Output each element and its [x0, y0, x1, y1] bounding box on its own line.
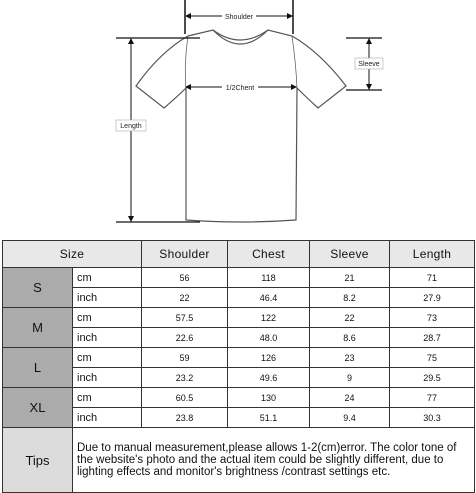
- value-cell: 8.2: [310, 288, 390, 308]
- size-label: L: [3, 348, 73, 388]
- tips-text: Due to manual measurement,please allows 1-2(cm)error. The color tone of the website's photo and the actual item could be slightly different, due to lighting effects and monitor's brightness /contrast settings etc.: [73, 428, 475, 493]
- value-cell: 29.5: [390, 368, 475, 388]
- table-row: [3, 348, 475, 368]
- value-cell: 49.6: [228, 368, 310, 388]
- value-cell: 122: [228, 308, 310, 328]
- value-cell: 48.0: [228, 328, 310, 348]
- size-chart-table: [2, 240, 475, 493]
- value-cell: 46.4: [228, 288, 310, 308]
- value-cell: 22.6: [142, 328, 228, 348]
- table-header-row: [3, 241, 475, 268]
- tshirt-measurement-diagram: [0, 0, 476, 232]
- unit-label: cm: [73, 388, 142, 408]
- value-cell: 23: [310, 348, 390, 368]
- value-cell: 22: [310, 308, 390, 328]
- table-row: [3, 288, 475, 308]
- header-length: Length: [390, 241, 475, 268]
- table-row: [3, 368, 475, 388]
- table-row: [3, 308, 475, 328]
- unit-label: cm: [73, 268, 142, 288]
- value-cell: 126: [228, 348, 310, 368]
- value-cell: 9: [310, 368, 390, 388]
- value-cell: 71: [390, 268, 475, 288]
- table-row: [3, 268, 475, 288]
- value-cell: 23.8: [142, 408, 228, 428]
- header-sleeve: Sleeve: [310, 241, 390, 268]
- tshirt-outline: [136, 30, 346, 222]
- value-cell: 28.7: [390, 328, 475, 348]
- value-cell: 21: [310, 268, 390, 288]
- shoulder-label: Shoulder: [224, 14, 254, 21]
- value-cell: 59: [142, 348, 228, 368]
- value-cell: 24: [310, 388, 390, 408]
- unit-label: inch: [73, 368, 142, 388]
- value-cell: 77: [390, 388, 475, 408]
- header-size: Size: [3, 241, 142, 268]
- sleeve-label: Sleeve: [358, 61, 380, 68]
- table-row: [3, 328, 475, 348]
- unit-label: cm: [73, 348, 142, 368]
- header-chest: Chest: [228, 241, 310, 268]
- half-chest-label: 1/2Chent: [225, 85, 255, 92]
- value-cell: 51.1: [228, 408, 310, 428]
- value-cell: 60.5: [142, 388, 228, 408]
- unit-label: inch: [73, 288, 142, 308]
- value-cell: 9.4: [310, 408, 390, 428]
- value-cell: 73: [390, 308, 475, 328]
- unit-label: inch: [73, 408, 142, 428]
- value-cell: 30.3: [390, 408, 475, 428]
- value-cell: 57.5: [142, 308, 228, 328]
- tips-row: [3, 428, 475, 493]
- value-cell: 27.9: [390, 288, 475, 308]
- size-label: S: [3, 268, 73, 308]
- table-row: [3, 408, 475, 428]
- header-shoulder: Shoulder: [142, 241, 228, 268]
- value-cell: 22: [142, 288, 228, 308]
- value-cell: 8.6: [310, 328, 390, 348]
- unit-label: cm: [73, 308, 142, 328]
- value-cell: 75: [390, 348, 475, 368]
- unit-label: inch: [73, 328, 142, 348]
- value-cell: 118: [228, 268, 310, 288]
- tips-label: Tips: [3, 428, 73, 493]
- table-row: [3, 388, 475, 408]
- value-cell: 23.2: [142, 368, 228, 388]
- value-cell: 130: [228, 388, 310, 408]
- length-label: Length: [120, 123, 142, 130]
- size-label: M: [3, 308, 73, 348]
- value-cell: 56: [142, 268, 228, 288]
- size-label: XL: [3, 388, 73, 428]
